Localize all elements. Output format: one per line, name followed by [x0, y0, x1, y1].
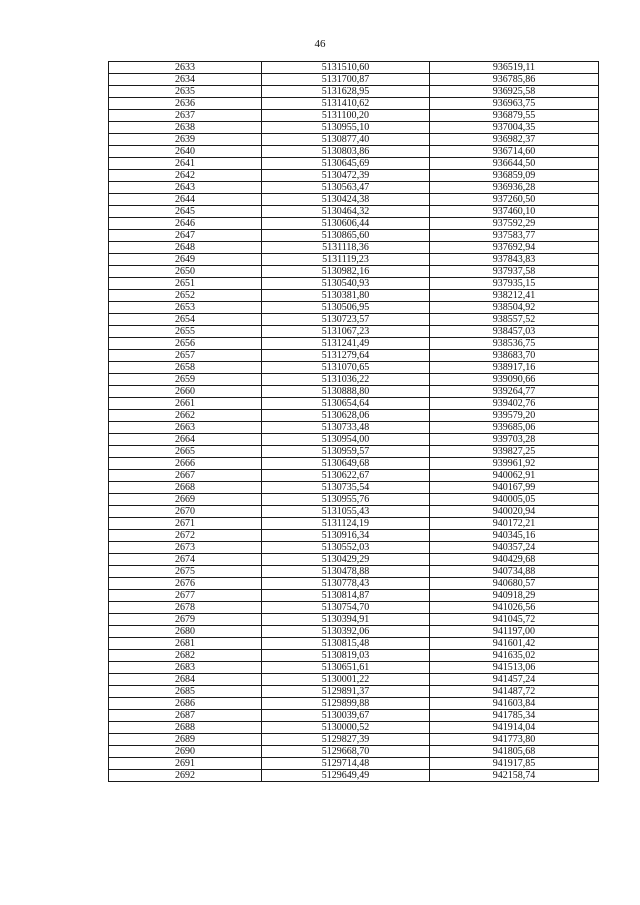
y-coordinate-cell: 941805,68	[430, 746, 599, 758]
point-number-cell: 2691	[109, 758, 262, 770]
point-number-cell: 2669	[109, 494, 262, 506]
point-number-cell: 2649	[109, 254, 262, 266]
y-coordinate-cell: 940005,05	[430, 494, 599, 506]
y-coordinate-cell: 940020,94	[430, 506, 599, 518]
table-row	[109, 398, 599, 410]
y-coordinate-cell: 940357,24	[430, 542, 599, 554]
y-coordinate-cell: 937004,35	[430, 122, 599, 134]
x-coordinate-cell: 5130478,88	[262, 566, 430, 578]
point-number-cell: 2692	[109, 770, 262, 782]
table-row	[109, 134, 599, 146]
x-coordinate-cell: 5130877,40	[262, 134, 430, 146]
table-row	[109, 338, 599, 350]
x-coordinate-cell: 5130506,95	[262, 302, 430, 314]
page-number: 46	[314, 38, 326, 50]
coordinates-table-body	[109, 62, 599, 782]
table-row	[109, 458, 599, 470]
x-coordinate-cell: 5131124,19	[262, 518, 430, 530]
table-row	[109, 734, 599, 746]
table-row	[109, 686, 599, 698]
table-row	[109, 386, 599, 398]
x-coordinate-cell: 5130735,54	[262, 482, 430, 494]
table-row	[109, 434, 599, 446]
table-row	[109, 614, 599, 626]
y-coordinate-cell: 937935,15	[430, 278, 599, 290]
x-coordinate-cell: 5130723,57	[262, 314, 430, 326]
table-row	[109, 590, 599, 602]
point-number-cell: 2673	[109, 542, 262, 554]
y-coordinate-cell: 936879,55	[430, 110, 599, 122]
table-row	[109, 170, 599, 182]
point-number-cell: 2671	[109, 518, 262, 530]
table-row	[109, 554, 599, 566]
point-number-cell: 2653	[109, 302, 262, 314]
y-coordinate-cell: 937937,58	[430, 266, 599, 278]
table-row	[109, 302, 599, 314]
y-coordinate-cell: 939685,06	[430, 422, 599, 434]
x-coordinate-cell: 5130955,10	[262, 122, 430, 134]
y-coordinate-cell: 940918,29	[430, 590, 599, 602]
x-coordinate-cell: 5130954,00	[262, 434, 430, 446]
y-coordinate-cell: 937692,94	[430, 242, 599, 254]
point-number-cell: 2670	[109, 506, 262, 518]
point-number-cell: 2657	[109, 350, 262, 362]
x-coordinate-cell: 5130645,69	[262, 158, 430, 170]
x-coordinate-cell: 5131055,43	[262, 506, 430, 518]
y-coordinate-cell: 941601,42	[430, 638, 599, 650]
y-coordinate-cell: 940172,21	[430, 518, 599, 530]
point-number-cell: 2648	[109, 242, 262, 254]
y-coordinate-cell: 936982,37	[430, 134, 599, 146]
y-coordinate-cell: 938212,41	[430, 290, 599, 302]
table-row	[109, 518, 599, 530]
table-row	[109, 722, 599, 734]
y-coordinate-cell: 937583,77	[430, 230, 599, 242]
point-number-cell: 2680	[109, 626, 262, 638]
table-row	[109, 362, 599, 374]
table-row	[109, 506, 599, 518]
x-coordinate-cell: 5130000,52	[262, 722, 430, 734]
table-row	[109, 62, 599, 74]
table-row	[109, 146, 599, 158]
y-coordinate-cell: 936963,75	[430, 98, 599, 110]
point-number-cell: 2679	[109, 614, 262, 626]
table-row	[109, 254, 599, 266]
table-row	[109, 638, 599, 650]
point-number-cell: 2668	[109, 482, 262, 494]
y-coordinate-cell: 936925,58	[430, 86, 599, 98]
y-coordinate-cell: 936519,11	[430, 62, 599, 74]
point-number-cell: 2656	[109, 338, 262, 350]
y-coordinate-cell: 938457,03	[430, 326, 599, 338]
y-coordinate-cell: 940345,16	[430, 530, 599, 542]
table-row	[109, 482, 599, 494]
table-row	[109, 746, 599, 758]
x-coordinate-cell: 5130001,22	[262, 674, 430, 686]
point-number-cell: 2683	[109, 662, 262, 674]
y-coordinate-cell: 941603,84	[430, 698, 599, 710]
y-coordinate-cell: 940429,68	[430, 554, 599, 566]
table-row	[109, 662, 599, 674]
y-coordinate-cell: 938683,70	[430, 350, 599, 362]
point-number-cell: 2645	[109, 206, 262, 218]
x-coordinate-cell: 5131119,23	[262, 254, 430, 266]
x-coordinate-cell: 5130651,61	[262, 662, 430, 674]
x-coordinate-cell: 5130916,34	[262, 530, 430, 542]
y-coordinate-cell: 938536,75	[430, 338, 599, 350]
table-row	[109, 410, 599, 422]
point-number-cell: 2688	[109, 722, 262, 734]
point-number-cell: 2682	[109, 650, 262, 662]
y-coordinate-cell: 936714,60	[430, 146, 599, 158]
point-number-cell: 2674	[109, 554, 262, 566]
x-coordinate-cell: 5131036,22	[262, 374, 430, 386]
point-number-cell: 2684	[109, 674, 262, 686]
x-coordinate-cell: 5130733,48	[262, 422, 430, 434]
point-number-cell: 2643	[109, 182, 262, 194]
table-row	[109, 266, 599, 278]
table-row	[109, 86, 599, 98]
x-coordinate-cell: 5131279,64	[262, 350, 430, 362]
x-coordinate-cell: 5130654,64	[262, 398, 430, 410]
x-coordinate-cell: 5131700,87	[262, 74, 430, 86]
y-coordinate-cell: 939090,66	[430, 374, 599, 386]
x-coordinate-cell: 5130982,16	[262, 266, 430, 278]
x-coordinate-cell: 5131100,20	[262, 110, 430, 122]
y-coordinate-cell: 939402,76	[430, 398, 599, 410]
point-number-cell: 2642	[109, 170, 262, 182]
x-coordinate-cell: 5130888,80	[262, 386, 430, 398]
x-coordinate-cell: 5130464,32	[262, 206, 430, 218]
point-number-cell: 2660	[109, 386, 262, 398]
point-number-cell: 2637	[109, 110, 262, 122]
y-coordinate-cell: 936859,09	[430, 170, 599, 182]
y-coordinate-cell: 941914,04	[430, 722, 599, 734]
table-row	[109, 758, 599, 770]
point-number-cell: 2650	[109, 266, 262, 278]
x-coordinate-cell: 5130424,38	[262, 194, 430, 206]
y-coordinate-cell: 936644,50	[430, 158, 599, 170]
table-row	[109, 218, 599, 230]
table-row	[109, 98, 599, 110]
table-row	[109, 278, 599, 290]
y-coordinate-cell: 938557,52	[430, 314, 599, 326]
point-number-cell: 2689	[109, 734, 262, 746]
y-coordinate-cell: 940062,91	[430, 470, 599, 482]
point-number-cell: 2659	[109, 374, 262, 386]
y-coordinate-cell: 938917,16	[430, 362, 599, 374]
x-coordinate-cell: 5131510,60	[262, 62, 430, 74]
y-coordinate-cell: 942158,74	[430, 770, 599, 782]
x-coordinate-cell: 5130649,68	[262, 458, 430, 470]
point-number-cell: 2661	[109, 398, 262, 410]
x-coordinate-cell: 5131067,23	[262, 326, 430, 338]
point-number-cell: 2652	[109, 290, 262, 302]
y-coordinate-cell: 941487,72	[430, 686, 599, 698]
table-row	[109, 530, 599, 542]
x-coordinate-cell: 5129714,48	[262, 758, 430, 770]
table-row	[109, 242, 599, 254]
table-row	[109, 422, 599, 434]
table-row	[109, 770, 599, 782]
point-number-cell: 2685	[109, 686, 262, 698]
y-coordinate-cell: 940680,57	[430, 578, 599, 590]
x-coordinate-cell: 5130606,44	[262, 218, 430, 230]
table-row	[109, 626, 599, 638]
y-coordinate-cell: 941026,56	[430, 602, 599, 614]
point-number-cell: 2638	[109, 122, 262, 134]
y-coordinate-cell: 936785,86	[430, 74, 599, 86]
point-number-cell: 2672	[109, 530, 262, 542]
point-number-cell: 2655	[109, 326, 262, 338]
x-coordinate-cell: 5130865,60	[262, 230, 430, 242]
point-number-cell: 2647	[109, 230, 262, 242]
x-coordinate-cell: 5131410,62	[262, 98, 430, 110]
point-number-cell: 2634	[109, 74, 262, 86]
y-coordinate-cell: 941635,02	[430, 650, 599, 662]
point-number-cell: 2664	[109, 434, 262, 446]
y-coordinate-cell: 941773,80	[430, 734, 599, 746]
point-number-cell: 2681	[109, 638, 262, 650]
x-coordinate-cell: 5130628,06	[262, 410, 430, 422]
x-coordinate-cell: 5130392,06	[262, 626, 430, 638]
x-coordinate-cell: 5130959,57	[262, 446, 430, 458]
x-coordinate-cell: 5130803,86	[262, 146, 430, 158]
point-number-cell: 2636	[109, 98, 262, 110]
y-coordinate-cell: 941513,06	[430, 662, 599, 674]
point-number-cell: 2675	[109, 566, 262, 578]
x-coordinate-cell: 5129899,88	[262, 698, 430, 710]
x-coordinate-cell: 5129827,39	[262, 734, 430, 746]
table-row	[109, 446, 599, 458]
x-coordinate-cell: 5130955,76	[262, 494, 430, 506]
table-row	[109, 122, 599, 134]
table-row	[109, 194, 599, 206]
y-coordinate-cell: 939827,25	[430, 446, 599, 458]
table-row	[109, 206, 599, 218]
x-coordinate-cell: 5130815,48	[262, 638, 430, 650]
point-number-cell: 2663	[109, 422, 262, 434]
table-row	[109, 110, 599, 122]
y-coordinate-cell: 937460,10	[430, 206, 599, 218]
x-coordinate-cell: 5130563,47	[262, 182, 430, 194]
x-coordinate-cell: 5130552,03	[262, 542, 430, 554]
table-row	[109, 374, 599, 386]
point-number-cell: 2686	[109, 698, 262, 710]
table-row	[109, 158, 599, 170]
table-row	[109, 350, 599, 362]
y-coordinate-cell: 937260,50	[430, 194, 599, 206]
table-row	[109, 542, 599, 554]
point-number-cell: 2678	[109, 602, 262, 614]
point-number-cell: 2639	[109, 134, 262, 146]
point-number-cell: 2641	[109, 158, 262, 170]
x-coordinate-cell: 5131628,95	[262, 86, 430, 98]
x-coordinate-cell: 5129891,37	[262, 686, 430, 698]
y-coordinate-cell: 939264,77	[430, 386, 599, 398]
table-row	[109, 698, 599, 710]
x-coordinate-cell: 5129649,49	[262, 770, 430, 782]
x-coordinate-cell: 5129668,70	[262, 746, 430, 758]
table-row	[109, 566, 599, 578]
x-coordinate-cell: 5130472,39	[262, 170, 430, 182]
y-coordinate-cell: 937843,83	[430, 254, 599, 266]
y-coordinate-cell: 941045,72	[430, 614, 599, 626]
x-coordinate-cell: 5130622,67	[262, 470, 430, 482]
x-coordinate-cell: 5130429,29	[262, 554, 430, 566]
point-number-cell: 2665	[109, 446, 262, 458]
point-number-cell: 2658	[109, 362, 262, 374]
x-coordinate-cell: 5131070,65	[262, 362, 430, 374]
point-number-cell: 2690	[109, 746, 262, 758]
x-coordinate-cell: 5130394,91	[262, 614, 430, 626]
point-number-cell: 2687	[109, 710, 262, 722]
point-number-cell: 2667	[109, 470, 262, 482]
point-number-cell: 2677	[109, 590, 262, 602]
y-coordinate-cell: 936936,28	[430, 182, 599, 194]
point-number-cell: 2651	[109, 278, 262, 290]
point-number-cell: 2633	[109, 62, 262, 74]
point-number-cell: 2654	[109, 314, 262, 326]
point-number-cell: 2662	[109, 410, 262, 422]
point-number-cell: 2666	[109, 458, 262, 470]
table-row	[109, 314, 599, 326]
table-row	[109, 470, 599, 482]
point-number-cell: 2640	[109, 146, 262, 158]
table-row	[109, 494, 599, 506]
point-number-cell: 2676	[109, 578, 262, 590]
point-number-cell: 2644	[109, 194, 262, 206]
table-row	[109, 290, 599, 302]
x-coordinate-cell: 5130754,70	[262, 602, 430, 614]
y-coordinate-cell: 937592,29	[430, 218, 599, 230]
x-coordinate-cell: 5130540,93	[262, 278, 430, 290]
y-coordinate-cell: 938504,92	[430, 302, 599, 314]
y-coordinate-cell: 941197,00	[430, 626, 599, 638]
point-number-cell: 2646	[109, 218, 262, 230]
y-coordinate-cell: 940734,88	[430, 566, 599, 578]
x-coordinate-cell: 5131241,49	[262, 338, 430, 350]
point-number-cell: 2635	[109, 86, 262, 98]
y-coordinate-cell: 941457,24	[430, 674, 599, 686]
y-coordinate-cell: 939703,28	[430, 434, 599, 446]
table-row	[109, 230, 599, 242]
x-coordinate-cell: 5130039,67	[262, 710, 430, 722]
y-coordinate-cell: 939579,20	[430, 410, 599, 422]
x-coordinate-cell: 5130381,80	[262, 290, 430, 302]
table-row	[109, 74, 599, 86]
table-row	[109, 674, 599, 686]
table-row	[109, 602, 599, 614]
table-row	[109, 650, 599, 662]
table-row	[109, 578, 599, 590]
x-coordinate-cell: 5130778,43	[262, 578, 430, 590]
y-coordinate-cell: 939961,92	[430, 458, 599, 470]
x-coordinate-cell: 5130819,03	[262, 650, 430, 662]
y-coordinate-cell: 940167,99	[430, 482, 599, 494]
table-row	[109, 326, 599, 338]
table-row	[109, 710, 599, 722]
coordinates-table	[108, 61, 599, 782]
x-coordinate-cell: 5130814,87	[262, 590, 430, 602]
table-row	[109, 182, 599, 194]
y-coordinate-cell: 941785,34	[430, 710, 599, 722]
x-coordinate-cell: 5131118,36	[262, 242, 430, 254]
y-coordinate-cell: 941917,85	[430, 758, 599, 770]
